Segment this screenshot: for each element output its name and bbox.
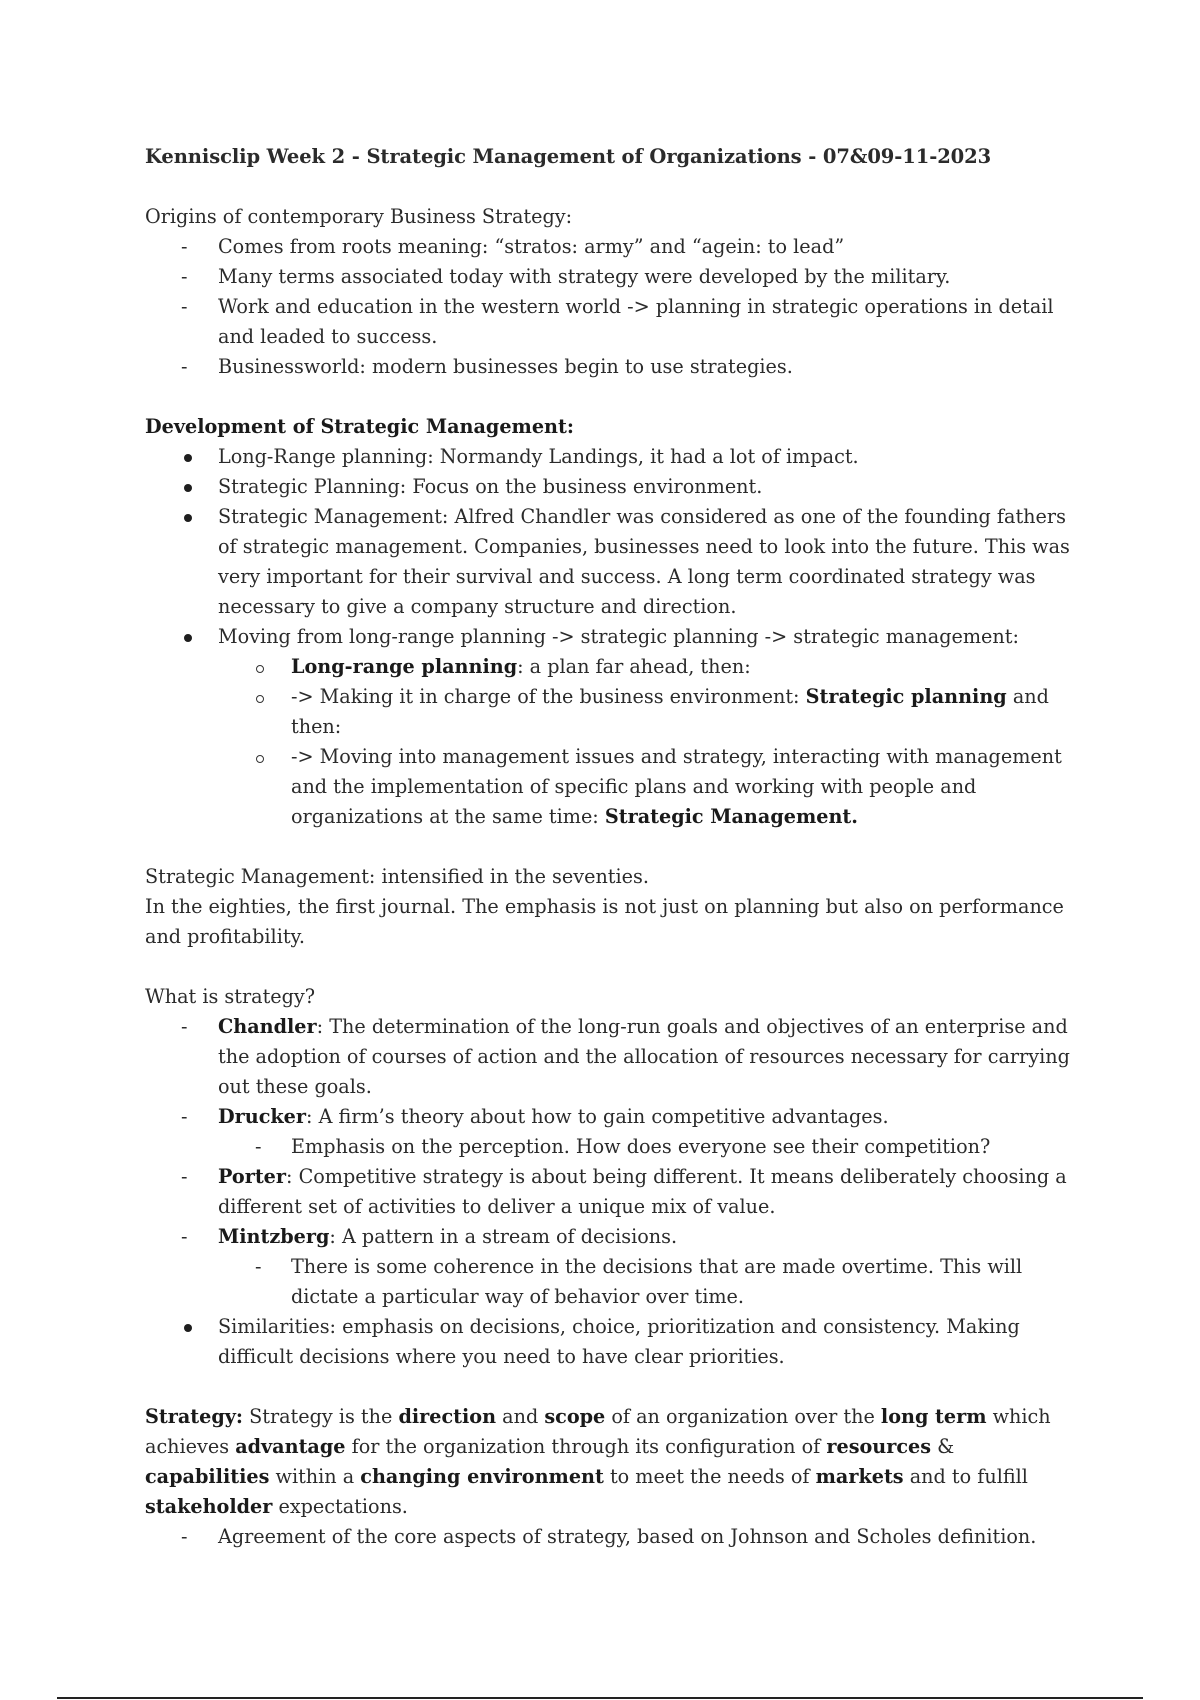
list-item-porter: - Porter: Competitive strategy is about being different. It means deliberately choosing a different set of activities to deliver a unique mix of value. (145, 1162, 1075, 1222)
seventies-line: Strategic Management: intensified in the seventies. (145, 865, 649, 888)
list-item-drucker: - Drucker: A firm’s theory about how to gain competitive advantages. (145, 1102, 1075, 1132)
list-item-chandler: - Chandler: The determination of the long-run goals and objectives of an enterprise and the adoption of courses of action and the allocation of resources necessary for carrying out these goals. (145, 1012, 1075, 1102)
sub-list-item: Long-range planning: a plan far ahead, then: (145, 652, 1075, 682)
list-item-similarities: Similarities: emphasis on decisions, choice, prioritization and consistency. Making difficult decisions where you need to have clear priorities. (145, 1312, 1075, 1372)
list-item: - Businessworld: modern businesses begin to use strategies. (145, 352, 1075, 382)
sub-list-item: - There is some coherence in the decisions that are made overtime. This will dictate a particular way of behavior over time. (145, 1252, 1075, 1312)
sub-list-item: -> Making it in charge of the business environment: Strategic planning and then: (145, 682, 1075, 742)
list-item: - Work and education in the western world -> planning in strategic operations in detail and leaded to success. (145, 292, 1075, 352)
what-list (145, 1012, 1075, 1132)
development-sublist (145, 652, 1075, 832)
strategy-definition: Strategy: Strategy is the direction and scope of an organization over the long term which achieves advantage for the organization through its configuration of resources & capabilities within a changing environment to meet the needs of markets and to fulfill stakeholder expectations. (145, 1405, 1051, 1518)
development-heading: Development of Strategic Management: (145, 415, 574, 438)
origins-heading: Origins of contemporary Business Strategy: (145, 205, 573, 228)
origins-list (145, 232, 1075, 382)
eighties-line: In the eighties, the first journal. The emphasis is not just on planning but also on performance and profitability. (145, 895, 1064, 948)
footer-divider (57, 1697, 1143, 1699)
sub-list-item: - Emphasis on the perception. How does everyone see their competition? (145, 1132, 1075, 1162)
sub-list-item: -> Moving into management issues and strategy, interacting with management and the implementation of specific plans and working with people and organizations at the same time: Strategic Management. (145, 742, 1075, 832)
list-item-mintzberg: - Mintzberg: A pattern in a stream of decisions. (145, 1222, 1075, 1252)
list-item: - Comes from roots meaning: “stratos: army” and “agein: to lead” (145, 232, 1075, 262)
list-item: - Many terms associated today with strategy were developed by the military. (145, 262, 1075, 292)
development-list (145, 442, 1075, 652)
document-page (145, 142, 1075, 1552)
list-item: Moving from long-range planning -> strategic planning -> strategic management: (145, 622, 1075, 652)
document-title: Kennisclip Week 2 - Strategic Management of Organizations - 07&09-11-2023 (145, 145, 992, 168)
list-item: - Agreement of the core aspects of strategy, based on Johnson and Scholes definition. (145, 1522, 1075, 1552)
list-item: Long-Range planning: Normandy Landings, it had a lot of impact. (145, 442, 1075, 472)
list-item: Strategic Planning: Focus on the business environment. (145, 472, 1075, 502)
what-heading: What is strategy? (145, 985, 316, 1008)
list-item: Strategic Management: Alfred Chandler was considered as one of the founding fathers of strategic management. Companies, businesses need to look into the future. This was very important for their survival and success. A long term coordinated strategy was necessary to give a company structure and direction. (145, 502, 1075, 622)
